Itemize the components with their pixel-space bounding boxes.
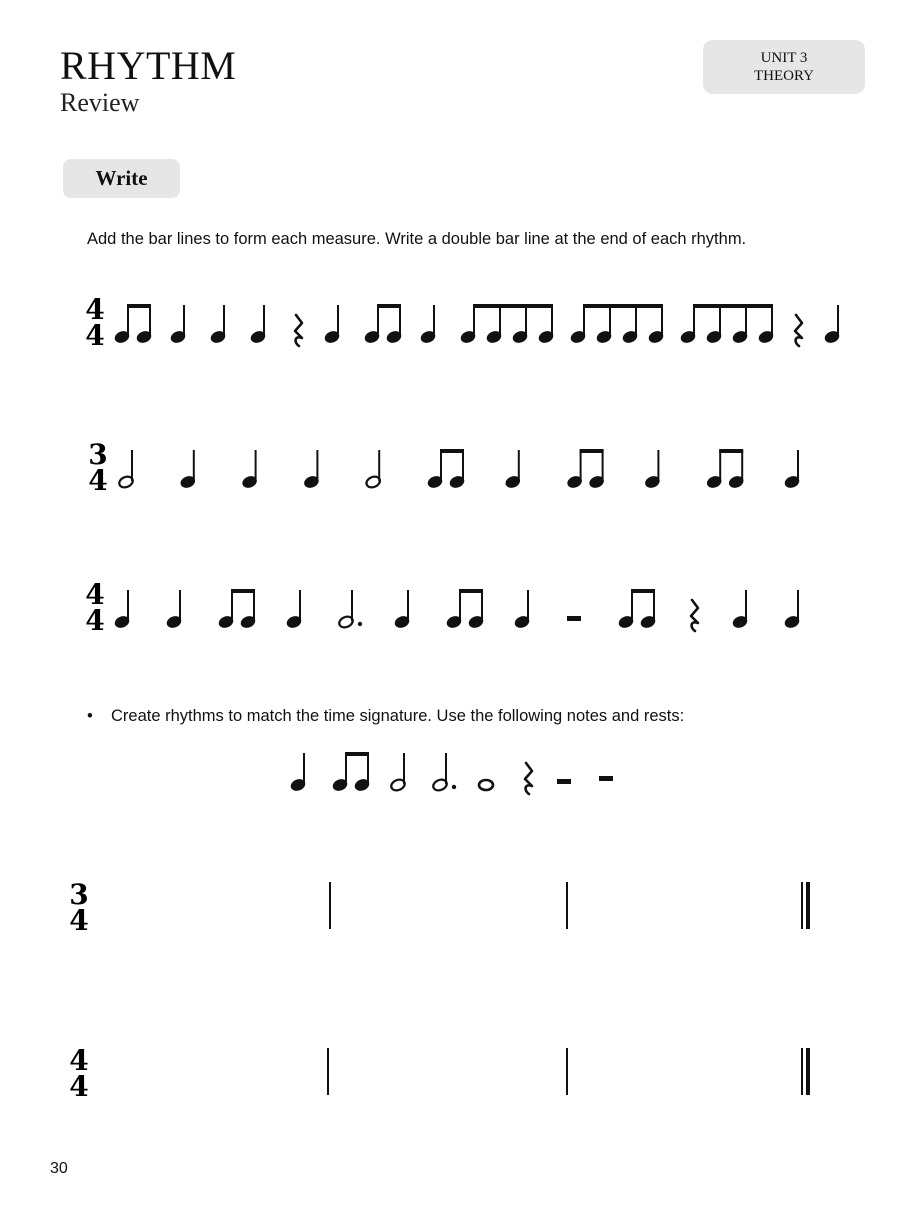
quarter-symbol <box>732 590 749 629</box>
whole-rest-symbol <box>599 776 613 781</box>
quarter-symbol <box>324 305 341 344</box>
rhythm-row-1 <box>0 285 920 365</box>
quarter-symbol <box>514 590 531 629</box>
unit-badge-line-1: UNIT 3 <box>760 50 808 66</box>
answer-staff-3-4 <box>0 870 920 940</box>
eighth-pair-symbol <box>427 449 466 489</box>
time-signature <box>85 578 104 637</box>
quarter-symbol <box>250 305 267 344</box>
double-bar-line <box>802 882 808 929</box>
quarter-symbol <box>210 305 227 344</box>
rhythm-notes <box>114 304 841 346</box>
time-signature-bottom: 4 <box>69 904 89 937</box>
eighth-pair-symbol <box>332 752 371 792</box>
half-symbol <box>390 753 407 792</box>
unit-badge-line-2: THEORY <box>754 68 814 84</box>
quarter-symbol <box>290 753 307 792</box>
quarter-symbol <box>170 305 187 344</box>
exercise1-instruction: Add the bar lines to form each measure. Write a double bar line at the end of each rhythm. <box>87 230 747 248</box>
dotted-half-symbol <box>432 753 457 792</box>
page-title: RHYTHM <box>60 43 237 88</box>
rhythm-row-2 <box>0 430 920 510</box>
time-signature-top: 4 <box>85 293 105 326</box>
eighth-pair-symbol <box>566 449 605 489</box>
page-number: 30 <box>50 1160 68 1177</box>
eighth-group-4-symbol <box>570 304 665 344</box>
rhythm-row-3 <box>0 570 920 650</box>
time-signature-bottom: 4 <box>69 1070 89 1103</box>
double-bar-line <box>802 1048 808 1095</box>
unit-badge <box>703 40 865 94</box>
quarter-symbol <box>644 450 661 489</box>
rhythm-notes <box>118 449 801 489</box>
quarter-symbol <box>394 590 411 629</box>
time-signature-top: 4 <box>69 1044 89 1077</box>
time-signature-bottom: 4 <box>88 464 108 497</box>
eighth-pair-symbol <box>446 589 485 629</box>
quarter-symbol <box>114 590 131 629</box>
quarter-symbol <box>784 450 801 489</box>
quarter-symbol <box>824 305 841 344</box>
time-signature-top: 3 <box>69 878 89 911</box>
palette-symbols <box>290 752 613 794</box>
quarter-symbol <box>179 450 196 489</box>
quarter-symbol <box>286 590 303 629</box>
eighth-group-4-symbol <box>680 304 775 344</box>
quarter-symbol <box>784 590 801 629</box>
quarter-rest-symbol <box>795 315 802 346</box>
rhythm-notes <box>114 589 801 631</box>
eighth-pair-symbol <box>706 449 745 489</box>
page-subtitle: Review <box>60 88 140 117</box>
time-signature-top: 3 <box>88 438 108 471</box>
whole-symbol <box>479 780 493 790</box>
eighth-pair-symbol <box>218 589 257 629</box>
notes-palette <box>0 745 920 805</box>
eighth-pair-symbol <box>114 304 153 344</box>
quarter-symbol <box>504 450 521 489</box>
eighth-group-4-symbol <box>460 304 555 344</box>
quarter-rest-symbol <box>295 315 302 346</box>
exercise2-instruction-text: Create rhythms to match the time signature. Use the following notes and rests: <box>111 707 685 725</box>
quarter-symbol <box>241 450 258 489</box>
time-signature <box>69 878 88 937</box>
dotted-half-symbol <box>338 590 363 629</box>
half-symbol <box>118 450 135 489</box>
half-rest-symbol <box>557 779 571 784</box>
eighth-pair-symbol <box>618 589 657 629</box>
quarter-rest-symbol <box>525 763 532 794</box>
eighth-pair-symbol <box>364 304 403 344</box>
time-signature <box>69 1044 88 1103</box>
quarter-symbol <box>420 305 437 344</box>
half-symbol <box>365 450 382 489</box>
half-rest-symbol <box>567 616 581 621</box>
time-signature <box>88 438 107 497</box>
answer-staff-4-4 <box>0 1036 920 1106</box>
section-tab-write: Write <box>63 159 180 198</box>
quarter-symbol <box>166 590 183 629</box>
time-signature-bottom: 4 <box>85 319 105 352</box>
time-signature <box>85 293 104 352</box>
time-signature-bottom: 4 <box>85 604 105 637</box>
exercise2-instruction <box>87 707 684 726</box>
quarter-rest-symbol <box>691 600 698 631</box>
quarter-symbol <box>303 450 320 489</box>
time-signature-top: 4 <box>85 578 105 611</box>
bullet: • <box>87 707 93 725</box>
